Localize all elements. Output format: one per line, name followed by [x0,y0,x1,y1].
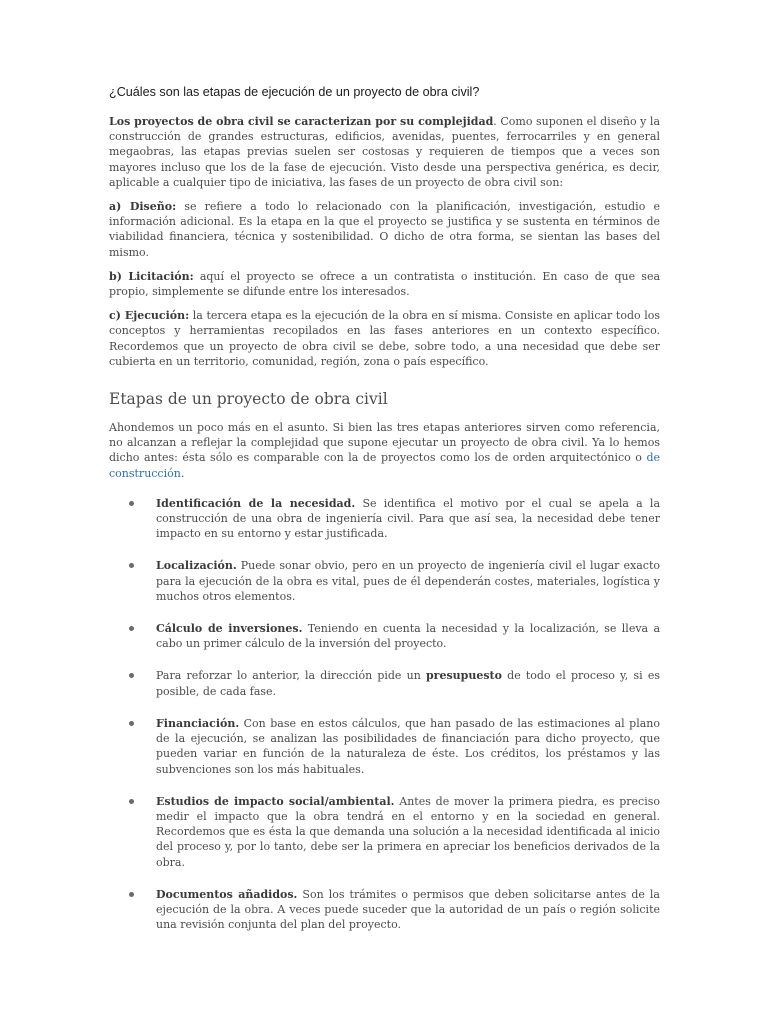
list-item [109,668,660,698]
phase-licitacion [109,269,660,299]
item-text: Son los trámites o permisos que deben solicitarse antes de la ejecución de la obra. A veces puede suceder que la autoridad de un país o región solicite una revisión conjunta del plan del proyecto. [156,887,660,932]
item-bold: Identificación de la necesidad. [156,496,356,510]
list-item [109,558,660,604]
bullet-icon [129,501,134,506]
item-bold: Estudios de impacto social/ambiental. [156,794,395,808]
construccion-link[interactable]: de construcción [109,451,660,480]
phase-ejecucion [109,308,660,369]
phase-text: la tercera etapa es la ejecución de la obra en sí misma. Consiste en aplicar todo los conceptos y herramientas recopilados en las fases anteriores en un contexto específico. Recordemos que un proyecto de obra civil se debe, sobre todo, a una necesidad que debe ser cubierta en un territorio, comunidad, región, zona o país específico. [109,309,660,368]
stages-list [109,496,660,932]
item-text-before: Para reforzar lo anterior, la dirección pide un [156,669,426,683]
bullet-icon [129,673,134,678]
item-bold: presupuesto [425,669,502,683]
section-heading: Etapas de un proyecto de obra civil [109,390,388,409]
bullet-icon [129,892,134,897]
item-text: Puede sonar obvio, pero en un proyecto de ingeniería civil el lugar exacto para la ejecución de la obra es vital, pues de él dependerán costes, materiales, logística y muchos otros elementos. [156,559,660,603]
list-item [109,887,660,933]
section-text: Ahondemos un poco más en el asunto. Si bien las tres etapas anteriores sirven como referencia, no alcanzan a reflejar la complejidad que supone ejecutar un proyecto de obra civil. Ya lo hemos dicho antes: ésta sólo es comparable con la de proyectos como los de orden arquitectónico o [109,421,660,465]
item-bold: Localización. [156,559,237,573]
page-title: ¿Cuáles son las etapas de ejecución de un proyecto de obra civil? [109,85,480,99]
bullet-icon [129,799,134,804]
item-text: Teniendo en cuenta la necesidad y la localización, se lleva a cabo un primer cálculo de la inversión del proyecto. [156,622,661,651]
list-item [109,716,660,777]
phase-label: b) Licitación: [109,269,194,283]
intro-paragraph [109,114,660,190]
section-text-end: . [180,466,185,480]
phase-label: a) Diseño: [109,200,177,214]
item-text: Se identifica el motivo por el cual se apela a la construcción de una obra de ingeniería civil. Para que así sea, la necesidad debe tener impacto en su entorno y estar justificada. [156,496,661,541]
item-text: de todo el proceso y, si es posible, de cada fase. [156,669,660,698]
phase-text: aquí el proyecto se ofrece a un contratista o institución. En caso de que sea propio, simplemente se difunde entre los interesados. [109,269,661,299]
item-bold: Cálculo de inversiones. [156,622,303,636]
intro-text: . Como suponen el diseño y la construcción de grandes estructuras, edificios, avenidas, puentes, ferrocarriles y en general megaobras, las etapas previas suelen ser costosas y requieren de tiempos que a veces son mayores incluso que los de la fase de ejecución. Visto desde una perspectiva genérica, es decir, aplicable a cualquier tipo de iniciativa, las fases de un proyecto de obra civil son: [109,115,660,189]
phase-text: se refiere a todo lo relacionado con la planificación, investigación, estudio e información adicional. Es la etapa en la que el proyecto se justifica y se sustenta en términos de viabilidad financiera, técnica y sostenibilidad. O dicho de otra forma, se sientan las bases del mismo. [109,200,661,259]
list-item [109,621,660,651]
item-bold: Financiación. [156,716,240,730]
item-bold: Documentos añadidos. [156,887,298,901]
bullet-icon [129,721,134,726]
phase-label: c) Ejecución: [109,309,190,323]
item-text: Con base en estos cálculos, que han pasado de las estimaciones al plano de la ejecución, se analizan las posibilidades de financiación para dicho proyecto, que pueden variar en función de la naturaleza de éste. Los créditos, los préstamos y las subvenciones son los más habituales. [156,716,660,776]
bullet-icon [129,626,134,631]
bullet-icon [129,563,134,568]
section-paragraph [109,420,660,481]
list-item [109,496,660,542]
intro-bold: Los proyectos de obra civil se caracterizan por su complejidad [109,115,494,128]
list-item [109,794,660,870]
phase-diseno [109,199,660,260]
item-text: Antes de mover la primera piedra, es preciso medir el impacto que la obra tendrá en el entorno y en la sociedad en general. Recordemos que es ésta la que demanda una solución a la necesidad identificada al inicio del proceso y, por lo tanto, debe ser la primera en apreciar los beneficios derivados de la obra. [156,794,660,869]
